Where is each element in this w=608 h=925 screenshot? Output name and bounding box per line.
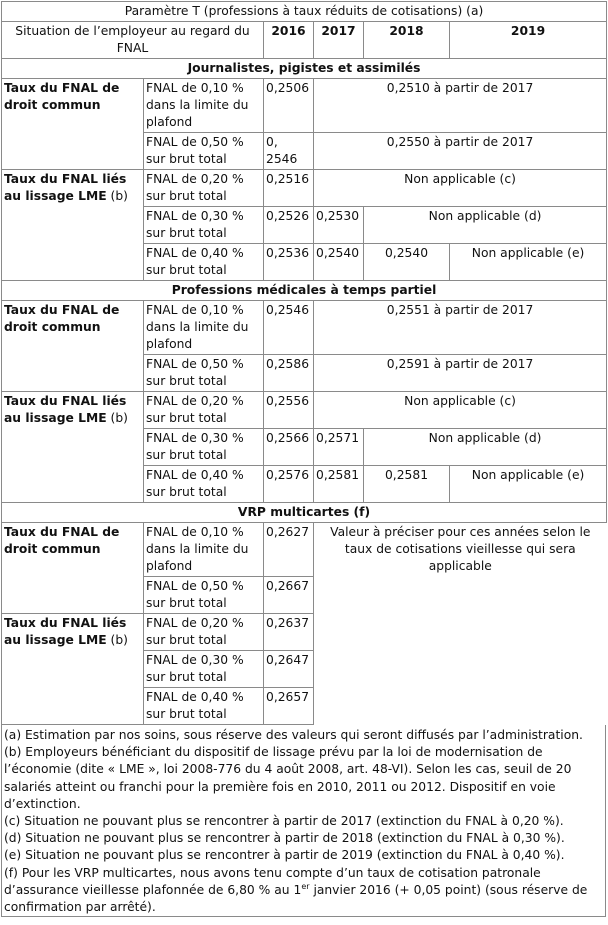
cell-2016: 0,2647 [264,651,314,688]
footnote-f [4,865,603,917]
rates-table [1,1,607,725]
table-row [2,170,607,207]
cell-2016: 0,2536 [264,244,314,281]
table-row [2,392,607,429]
cell-2018: 0,2540 [364,244,450,281]
section-title: VRP multicartes (f) [2,503,607,523]
footnote-b: (b) Employeurs bénéficiant du dispositif de lissage prévu par la loi de modernisation de l’économie (dite « LME », loi 2008-776 du 4 août 2008, art. 48-VI). Selon les cas, seuil de 20 salariés atteint ou franchi pour la première fois en 2010, 2011 ou 2012. Dispositif en voie d’extinction. [4,745,572,811]
category-label-text: Taux du FNAL liés au lissage LME [4,394,127,425]
cell-2016: 0,2526 [264,207,314,244]
row-label: FNAL de 0,10 % dans la limite du plafond [144,301,264,355]
row-label: FNAL de 0,50 % sur brut total [144,355,264,392]
category-label: Taux du FNAL de droit commun [2,301,144,392]
category-label [2,170,144,281]
cell-2017: 0,2540 [314,244,364,281]
cell-span: Non applicable (d) [364,429,607,466]
cell-2017: 0,2581 [314,466,364,503]
row-label: FNAL de 0,20 % sur brut total [144,170,264,207]
row-label: FNAL de 0,50 % sur brut total [144,133,264,170]
cell-2016: 0,2516 [264,170,314,207]
cell-2016: 0,2546 [264,301,314,355]
footnote-d: (d) Situation ne pouvant plus se rencontrer à partir de 2018 (extinction du FNAL à 0,30 %). [4,831,565,846]
section-header-row [2,281,607,301]
row-label: FNAL de 0,10 % dans la limite du plafond [144,79,264,133]
header-year: 2018 [364,22,450,59]
cell-2016: 0,2576 [264,466,314,503]
cell-2019: Non applicable (e) [450,466,607,503]
table-title: Paramètre T (professions à taux réduits de cotisations) (a) [2,2,607,22]
cell-span: Non applicable (c) [314,392,607,429]
cell-2017: 0,2571 [314,429,364,466]
cell-2016: 0,2667 [264,577,314,614]
header-year: 2016 [264,22,314,59]
cell-span: 0,2550 à partir de 2017 [314,133,607,170]
cell-2016: 0,2627 [264,523,314,577]
section-title: Journalistes, pigistes et assimilés [2,59,607,79]
footnotes [1,725,606,917]
row-label: FNAL de 0,10 % dans la limite du plafond [144,523,264,577]
footnote-a: (a) Estimation par nos soins, sous réserve des valeurs qui seront diffusés par l’administration. [4,728,583,742]
row-label: FNAL de 0,20 % sur brut total [144,392,264,429]
row-label: FNAL de 0,30 % sur brut total [144,651,264,688]
table-header-row [2,22,607,59]
row-label: FNAL de 0,50 % sur brut total [144,577,264,614]
cell-span: Non applicable (d) [364,207,607,244]
cell-span: Valeur à préciser pour ces années selon le taux de cotisations vieillesse qui sera applicable [314,523,607,725]
cell-span: 0,2551 à partir de 2017 [314,301,607,355]
cell-span: 0,2591 à partir de 2017 [314,355,607,392]
category-label [2,392,144,503]
category-label [2,614,144,725]
cell-2019: Non applicable (e) [450,244,607,281]
table-title-row [2,2,607,22]
row-label: FNAL de 0,30 % sur brut total [144,429,264,466]
header-situation: Situation de l’employeur au regard du FNAL [2,22,264,59]
category-note: (b) [106,411,128,425]
category-label-text: Taux du FNAL liés au lissage LME [4,172,127,203]
cell-2016: 0,2637 [264,614,314,651]
section-title: Professions médicales à temps partiel [2,281,607,301]
cell-2016: 0, 2546 [264,133,314,170]
cell-span: Non applicable (c) [314,170,607,207]
category-label-text: Taux du FNAL liés au lissage LME [4,616,127,647]
cell-2016: 0,2586 [264,355,314,392]
section-header-row [2,59,607,79]
cell-2016: 0,2566 [264,429,314,466]
cell-2017: 0,2530 [314,207,364,244]
footnote-e: (e) Situation ne pouvant plus se rencontrer à partir de 2019 (extinction du FNAL à 0,40 %). [4,848,565,863]
row-label: FNAL de 0,30 % sur brut total [144,207,264,244]
cell-2016: 0,2556 [264,392,314,429]
footnote-c: (c) Situation ne pouvant plus se rencontrer à partir de 2017 (extinction du FNAL à 0,20 %). [4,814,564,829]
cell-2018: 0,2581 [364,466,450,503]
cell-2016: 0,2506 [264,79,314,133]
table-row [2,79,607,133]
cell-2016: 0,2657 [264,688,314,725]
header-year: 2019 [450,22,607,59]
row-label: FNAL de 0,20 % sur brut total [144,614,264,651]
footnote-f-text-end: janvier 2016 (+ 0,05 point) (sous réserve de confirmation par arrêté). [4,882,588,915]
table-row [2,301,607,355]
section-header-row [2,503,607,523]
footnote-f-text: (f) Pour les VRP multicartes, nous avons tenu compte d’un taux de cotisation patronale d’assurance vieillesse plafonnée de 6,80 % au 1 [4,865,541,897]
table-row [2,523,607,577]
row-label: FNAL de 0,40 % sur brut total [144,466,264,503]
footnote-f-sup: er [301,881,310,891]
category-note: (b) [106,633,128,647]
category-label: Taux du FNAL de droit commun [2,79,144,170]
row-label: FNAL de 0,40 % sur brut total [144,244,264,281]
category-note: (b) [106,189,128,203]
row-label: FNAL de 0,40 % sur brut total [144,688,264,725]
header-year: 2017 [314,22,364,59]
category-label: Taux du FNAL de droit commun [2,523,144,614]
cell-span: 0,2510 à partir de 2017 [314,79,607,133]
